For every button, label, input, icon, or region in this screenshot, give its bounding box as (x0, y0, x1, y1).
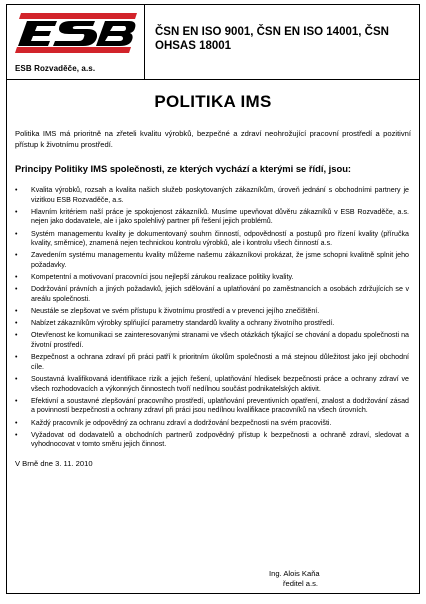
principle-text: Hlavním kritériem naší práce je spokojenost zákazníků. Musíme upevňovat důvěru zákazníků v ESB Rozvaděče, a.s. nejen jako dodavatele, ale i jako spolehlivý partner při řešení jejich problémů. (31, 207, 409, 226)
intro-paragraph: Politika IMS má prioritně na zřeteli kvalitu výrobků, bezpečné a zdraví neohrožující pracovní prostředí a pozitivní přístup k životnímu prostředí. (15, 129, 411, 149)
date-line: V Brně dne 3. 11. 2010 (15, 458, 93, 468)
bullet-icon: • (15, 320, 18, 328)
list-item (15, 331, 409, 350)
policy-document (6, 4, 420, 594)
bullet-icon: • (15, 308, 18, 316)
bullet-icon: • (15, 208, 18, 216)
list-item (15, 273, 409, 283)
list-item (15, 186, 409, 205)
bullet-icon: • (15, 252, 18, 260)
principle-text: Neustále se zlepšovat ve svém přístupu k životnímu prostředí a v prevenci jejího znečištění. (31, 307, 320, 316)
principle-text: Kvalita výrobků, rozsah a kvalita našich služeb poskytovaných zákazníkům, úroveň jednání s obchodními partnery je vizitkou ESB Rozvaděče, a.s. (31, 186, 409, 204)
bullet-icon: • (15, 376, 18, 384)
bullet-icon: • (15, 354, 18, 362)
page-title: POLITIKA IMS (154, 92, 272, 111)
list-item (15, 208, 409, 227)
list-item (15, 251, 409, 270)
bullet-icon: • (15, 286, 18, 294)
list-item (15, 353, 409, 372)
principle-text: Zavedením systému managementu kvality můžeme našemu zákazníkovi prokázat, že jsme schopni kvalitně splnit jeho požadavky. (31, 251, 409, 269)
principle-text: Soustavná kvalifikovaná identifikace rizik a jejich řešení, uplatňování hledisek bezpečnosti práce a ochrany zdraví ve všech rozhodovacích a výkonných činnostech tvoří nedílnou součást podnikatelských aktivit. (31, 375, 409, 393)
bullet-icon: • (15, 332, 18, 340)
bullet-icon: • (15, 274, 18, 282)
company-name: ESB Rozvaděče, a.s. (15, 64, 96, 73)
list-item (15, 285, 409, 304)
list-item (15, 397, 409, 416)
principle-text: Bezpečnost a ochrana zdraví při práci patří k prioritním úkolům společnosti a má stejnou důležitost jako její obchodní cíle. (31, 353, 409, 371)
list-item (15, 431, 409, 450)
document-header (7, 5, 419, 80)
bullet-icon: • (15, 230, 18, 238)
list-item (15, 230, 409, 249)
iso-standards: ČSN EN ISO 9001, ČSN EN ISO 14001, ČSN OHSAS 18001 (155, 26, 389, 52)
principle-text: Vyžadovat od dodavatelů a obchodních partnerů zodpovědný přístup k bezpečnosti a ochraně zdraví, sledovat a vyhodnocovat v tomto směru jejich činnost. (31, 430, 409, 449)
principles-list (15, 186, 409, 450)
bullet-icon: • (15, 187, 18, 194)
list-item (15, 419, 409, 429)
principle-text: Každý pracovník je odpovědný za ochranu zdraví a dodržování bezpečnosti na svém pracovišti. (31, 418, 332, 427)
signature-block (269, 569, 320, 589)
principle-text: Systém managementu kvality je dokumentovaný souhrn činností, odpovědností a postupů pro řízení kvality (příručka kvality, směrnice), znamená nejen technickou kontrolu výrobků, ale i kontrolu všech činností a.s. (31, 229, 409, 248)
principle-text: Nabízet zákazníkům výrobky splňující parametry standardů kvality a ochrany životního prostředí. (31, 319, 335, 328)
bullet-icon: • (15, 419, 18, 427)
bullet-icon: • (15, 431, 18, 439)
principle-text: Dodržování právních a jiných požadavků, jejich sdělování a uplatňování po zaměstnancích a osobách zdržujících se v areálu společnosti. (31, 285, 409, 303)
principle-text: Kompetentní a motivovaní pracovníci jsou nejlepší zárukou realizace politiky kvality. (31, 273, 294, 282)
principle-text: Otevřenost ke komunikaci se zainteresovanými stranami ve všech otázkách týkající se chování a dopadu společnosti na životní prostředí. (31, 331, 409, 350)
list-item (15, 319, 409, 329)
principles-heading: Principy Politiky IMS společnosti, ze kterých vychází a kterými se řídí, jsou: (15, 163, 352, 174)
principle-text: Efektivní a soustavné zlepšování pracovního prostředí, uplatňování preventivních opatření, znalost a dodržování zásad a povinností bezpečnosti a ochrany zdraví při práci jsou nedílnou kvalifikace pracovníků na všech úrovních. (31, 396, 409, 415)
signatory-role: ředitel a.s. (283, 579, 319, 588)
bullet-icon: • (15, 397, 18, 405)
esb-logo (13, 11, 139, 55)
list-item (15, 307, 409, 317)
signatory-name: Ing. Alois Kaňa (269, 569, 320, 578)
logo-cell (7, 5, 145, 79)
list-item (15, 375, 409, 394)
